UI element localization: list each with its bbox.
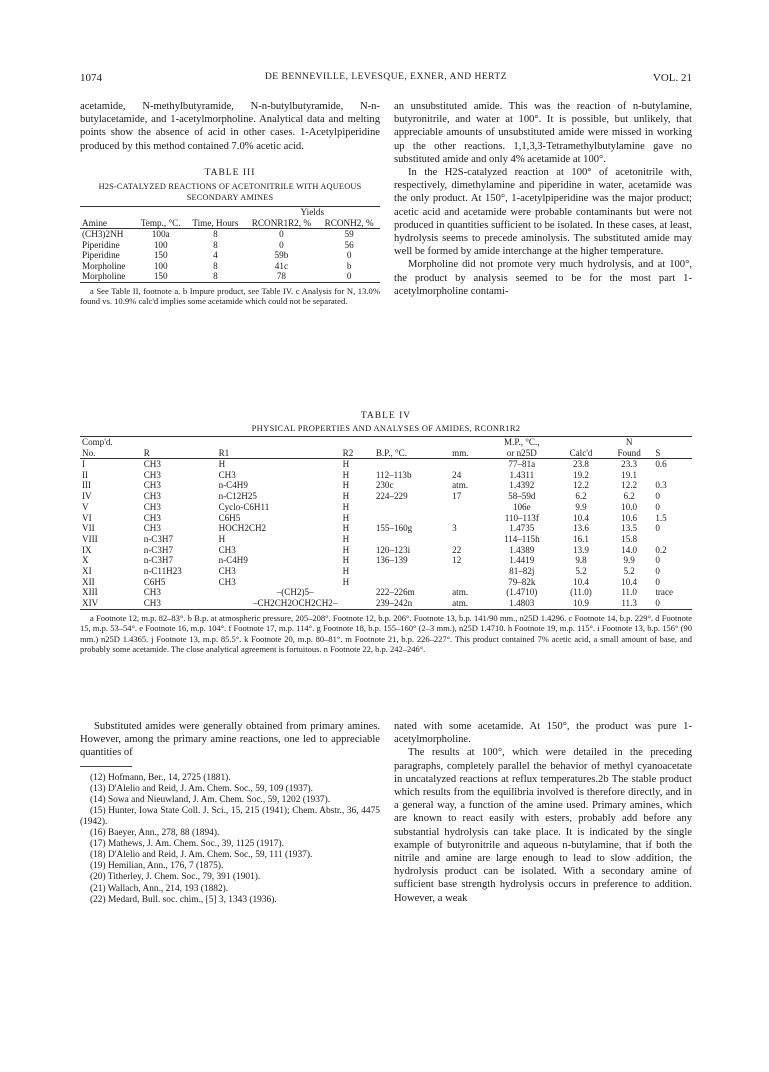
table4-footnote: a Footnote 12, m.p. 82–83°. b B.p. at atmospheric pressure, 205–208°. Footnote 12, b.p. 206°. Footnote 13, b.p. 141/90 mm., n25D 1.4296. c Footnote 14, b.p. 229°. d Footnote 15, m.p. 53–54°. e Footnote 16, m.p. 104°. f Footnote 17, m.p. 114°. g Footnote 18, b.p. 155–160° (2–3 mm.), n25D 1.4710. h Footnote 19, m.p. 115°. i Footnote 13, b.p. 156° (90 mm.) n25D 1.4365. j Footnote 13, m.p. 85.5°. k Footnote 20, m.p. 80–81°. m Footnote 21, b.p. 226–227°. This product contained 7% acetic acid, a small amount of base, and probably some acetamide. The close analytical agreement is fortuitous. n Footnote 22, b.p. 242–246°. xyxy=(80,612,692,655)
t3-cell: 100 xyxy=(153,260,168,271)
t4-cell: n-C3H7 xyxy=(143,555,174,566)
reference-item: (12) Hofmann, Ber., 14, 2725 (1881). xyxy=(90,772,231,783)
t4-cell: CH3 xyxy=(218,566,236,577)
t4-cell: CH3 xyxy=(218,576,236,587)
t4-span-cell: –CH2CH2OCH2CH2– xyxy=(252,598,338,609)
table3-row xyxy=(80,240,380,251)
reference-item: (16) Baeyer, Ann., 278, 88 (1894). xyxy=(90,828,220,839)
t4-cell: 23.3 xyxy=(621,459,638,469)
t4-cell: 10.6 xyxy=(621,512,638,523)
table3-title: TABLE III xyxy=(204,167,256,178)
t4-cell: 10.0 xyxy=(621,501,638,512)
t4-cell: I xyxy=(82,459,86,469)
t4-cell: 12.2 xyxy=(573,480,589,491)
t4-cell: 112–113b xyxy=(375,469,412,480)
t3-header-yields: Yields xyxy=(300,207,325,218)
t4-cell: 9.9 xyxy=(623,555,635,566)
t4-cell: 1.4803 xyxy=(509,598,535,609)
t4-header-bp: B.P., °C. xyxy=(375,447,407,458)
t3-cell: 0 xyxy=(279,239,284,250)
t4-cell: 120–123i xyxy=(375,544,411,555)
t3-cell: 100a xyxy=(151,229,170,240)
t4-cell: 16.1 xyxy=(573,533,589,544)
t4-cell: 0 xyxy=(655,523,660,534)
t4-cell: n-C4H9 xyxy=(218,480,248,491)
table4-row xyxy=(80,502,692,513)
t3-cell: 8 xyxy=(213,239,218,250)
t4-cell xyxy=(450,566,486,577)
t4-cell: 11.0 xyxy=(621,587,637,598)
reference-item: (14) Sowa and Nieuwland, J. Am. Chem. Soc., 59, 1202 (1937). xyxy=(90,794,331,805)
t4-cell: 3 xyxy=(452,523,457,534)
t3-header-amine: Amine xyxy=(82,217,108,228)
t4-cell: CH3 xyxy=(218,469,236,480)
t4-cell: 0 xyxy=(655,555,660,566)
right-paragraph-4: nated with some acetamide. At 150°, the product was pure 1-acetylmorpholine. xyxy=(394,721,692,746)
t4-cell: IX xyxy=(82,544,92,555)
t3-cell: 150 xyxy=(153,250,168,261)
t3-cell: 8 xyxy=(213,271,218,282)
t3-cell: Morpholine xyxy=(82,271,126,282)
table4-row xyxy=(80,459,692,470)
t4-cell: XI xyxy=(82,566,92,577)
t4-cell xyxy=(374,577,450,588)
t4-header-r2: R2 xyxy=(342,447,354,458)
t4-cell: H xyxy=(342,459,350,469)
t4-span-cell: –(CH2)5– xyxy=(276,587,314,598)
right-column-bottom xyxy=(394,720,692,905)
t4-cell: C6H5 xyxy=(143,576,166,587)
t4-cell: 79–82k xyxy=(508,576,536,587)
t4-header-comp: Comp'd. xyxy=(82,437,113,447)
t4-cell: CH3 xyxy=(143,587,161,598)
table4-row xyxy=(80,598,692,609)
t4-cell: H xyxy=(342,523,350,534)
t3-cell: (CH3)2NH xyxy=(82,229,124,240)
t4-cell: H xyxy=(342,469,350,480)
t4-cell: CH3 xyxy=(143,469,161,480)
t4-cell: VIII xyxy=(82,533,98,544)
t4-cell xyxy=(374,502,450,513)
t3-cell: 41c xyxy=(274,260,289,271)
t3-header-y2: RCONH2, % xyxy=(324,217,374,228)
t4-cell xyxy=(450,459,486,470)
t4-cell: 114–115h xyxy=(503,533,540,544)
t4-cell: 10.4 xyxy=(573,512,589,523)
table4-row xyxy=(80,587,692,598)
t4-cell: 0.3 xyxy=(655,480,667,491)
left-column-bottom xyxy=(80,720,380,906)
t4-cell: CH3 xyxy=(143,501,161,512)
t4-cell: 5.2 xyxy=(575,566,587,577)
t3-cell: 56 xyxy=(344,239,354,250)
table3-row xyxy=(80,271,380,282)
t4-cell: 155–160g xyxy=(375,523,413,534)
t4-cell: III xyxy=(82,480,92,491)
table3-row xyxy=(80,250,380,261)
t4-header-n: N xyxy=(625,437,633,447)
reference-item: (13) D'Alelio and Reid, J. Am. Chem. Soc., 59, 109 (1937). xyxy=(90,783,314,794)
t3-header-temp: Temp., °C. xyxy=(140,217,181,228)
t4-header-found: Found xyxy=(617,447,641,458)
table3-row xyxy=(80,261,380,272)
reference-item: (20) Titherley, J. Chem. Soc., 79, 391 (1901). xyxy=(90,872,261,883)
references-list xyxy=(80,773,380,906)
t4-cell: 13.9 xyxy=(573,544,589,555)
t3-cell: 150 xyxy=(153,271,168,282)
page-header xyxy=(80,72,692,88)
t4-cell xyxy=(450,534,486,545)
t4-cell: 1.5 xyxy=(655,512,667,523)
t4-cell: 110–113f xyxy=(504,512,539,523)
table3-footnote: a See Table II, footnote a. b Impure product, see Table IV. c Analysis for N, 13.0% found vs. 10.9% calc'd implies some acetamide which could not be separated. xyxy=(80,285,380,307)
t4-cell: HOCH2CH2 xyxy=(218,523,267,534)
t4-cell: 6.2 xyxy=(623,491,635,502)
t4-cell: CH3 xyxy=(143,512,161,523)
t4-cell: 230c xyxy=(375,480,394,491)
t4-cell xyxy=(450,513,486,524)
t4-cell: Cyclo-C6H11 xyxy=(218,501,270,512)
t4-cell: 239–242n xyxy=(375,598,413,609)
t4-cell: 15.8 xyxy=(621,533,638,544)
t4-cell: 1.4392 xyxy=(509,480,535,491)
t4-cell: n-C3H7 xyxy=(143,544,174,555)
t4-cell: 12.2 xyxy=(621,480,638,491)
t4-cell: atm. xyxy=(452,480,469,491)
t4-cell xyxy=(374,513,450,524)
t4-cell: 224–229 xyxy=(375,491,408,502)
table3 xyxy=(80,206,380,283)
t4-cell: H xyxy=(342,555,350,566)
volume-label: VOL. 21 xyxy=(652,72,692,84)
t4-cell: H xyxy=(218,459,226,469)
table3-caption: H2S-CATALYZED REACTIONS OF ACETONITRILE WITH AQUEOUS SECONDARY AMINES xyxy=(98,182,362,202)
t4-cell: IV xyxy=(82,491,92,502)
table4-row xyxy=(80,523,692,534)
t3-cell: 59 xyxy=(344,229,354,240)
t4-cell: 12 xyxy=(452,555,462,566)
t4-cell: 1.4419 xyxy=(509,555,535,566)
t4-cell: 136–139 xyxy=(375,555,408,566)
left-paragraph-2: Substituted amides were generally obtained from primary amines. However, among the primary amine reactions, one led to appreciable quantities of xyxy=(80,721,380,759)
t4-cell: CH3 xyxy=(143,491,161,502)
t4-cell: 9.9 xyxy=(575,501,587,512)
t3-cell: b xyxy=(346,260,352,271)
reference-item: (19) Hemilian, Ann., 176, 7 (1875). xyxy=(90,861,224,872)
reference-item: (18) D'Alelio and Reid, J. Am. Chem. Soc., 59, 111 (1937). xyxy=(90,850,313,861)
t4-cell: 0.6 xyxy=(655,459,667,469)
t4-cell: 1.4389 xyxy=(509,544,535,555)
t4-header-r: R xyxy=(143,447,150,458)
t4-cell: 1.4735 xyxy=(509,523,535,534)
left-column-top xyxy=(80,100,380,307)
t4-cell: 22 xyxy=(452,544,462,555)
t4-cell: 13.6 xyxy=(573,523,589,534)
t4-cell: 24 xyxy=(452,469,462,480)
right-paragraph-2: In the H2S-catalyzed reaction at 100° of acetonitrile with, respectively, dimethylamine and piperidine in water, acetamide was the only product. At 150°, 1-acetylpiperidine was the major product; acetic acid and acetamide were probable contaminants but were not produced in quantities sufficient to be isolated. In these cases, at least, hydrolysis seems to precede aminolysis. The substituted amide may well be formed by amide interchange at the higher temperature. xyxy=(394,167,692,258)
t4-cell: 10.4 xyxy=(573,576,589,587)
t4-cell: trace xyxy=(655,587,674,598)
t4-cell: H xyxy=(342,533,350,544)
t4-cell: H xyxy=(342,480,350,491)
table4-row xyxy=(80,555,692,566)
t3-cell: 78 xyxy=(276,271,286,282)
table4-caption: PHYSICAL PROPERTIES AND ANALYSES OF AMIDES, RCONR1R2 xyxy=(251,423,521,433)
table4-block xyxy=(80,411,692,654)
table4-row xyxy=(80,566,692,577)
t4-cell: 6.2 xyxy=(575,491,587,502)
t4-cell xyxy=(374,534,450,545)
t4-cell: H xyxy=(342,491,350,502)
left-paragraph-1: acetamide, N-methylbutyramide, N-n-butylbutyramide, N-n-butylacetamide, and 1-acetylmorpholine. Analytical data and melting points show the absence of acid in other cases. 1-Acetylpiperidine produced by this method contained 7.0% acetic acid. xyxy=(80,101,380,152)
t3-cell: Piperidine xyxy=(82,239,120,250)
t3-cell: 59b xyxy=(274,250,289,261)
reference-item: (21) Wallach, Ann., 214, 193 (1882). xyxy=(90,883,229,894)
t3-cell: 0 xyxy=(346,250,352,261)
t3-cell: Piperidine xyxy=(82,250,120,261)
t3-header-y1: RCONR1R2, % xyxy=(251,217,312,228)
table4-row xyxy=(80,470,692,481)
t4-cell: H xyxy=(342,566,350,577)
t4-cell xyxy=(374,459,450,470)
t4-cell: 106e xyxy=(512,501,531,512)
references-divider xyxy=(80,766,132,767)
t4-header-s: S xyxy=(655,447,661,458)
t4-cell: H xyxy=(342,501,350,512)
t4-cell: XIV xyxy=(82,598,99,609)
table4-row xyxy=(80,491,692,502)
t4-cell: 58–59d xyxy=(508,491,536,502)
t4-cell: (11.0) xyxy=(570,587,592,598)
t4-cell: CH3 xyxy=(218,544,236,555)
t4-cell: (1.4710) xyxy=(506,587,538,598)
t4-header-mm: mm. xyxy=(452,447,469,458)
t4-cell: 17 xyxy=(452,491,462,502)
t4-cell: VI xyxy=(82,512,92,523)
t4-cell: XII xyxy=(82,576,95,587)
page-number: 1074 xyxy=(80,72,102,84)
t3-cell: 8 xyxy=(213,229,218,240)
reference-item: (22) Medard, Bull. soc. chim., [5] 3, 1343 (1936). xyxy=(90,894,277,905)
t4-cell: H xyxy=(342,512,350,523)
t4-cell xyxy=(653,534,692,545)
right-paragraph-1: an unsubstituted amide. This was the reaction of n-butylamine, butyronitrile, and water at 100°. It is possible, but unlikely, that appreciable amounts of unsubstituted amide were missed in working up the other reactions. 1,1,3,3-Tetramethylbutylamine gave no substituted amide and only 4% acetamide at 100°. xyxy=(394,101,692,165)
t4-cell: 14.0 xyxy=(621,544,638,555)
t4-cell: CH3 xyxy=(143,523,161,534)
table4-row xyxy=(80,534,692,545)
t4-cell: n-C4H9 xyxy=(218,555,248,566)
t4-header-nd: or n25D xyxy=(506,447,537,458)
t4-cell: 23.8 xyxy=(573,459,589,469)
table4-row xyxy=(80,480,692,491)
t3-header-time: Time, Hours xyxy=(192,217,239,228)
t4-cell: 0 xyxy=(655,598,660,609)
table3-row xyxy=(80,229,380,240)
t4-cell: 10.9 xyxy=(573,598,589,609)
running-head: DE BENNEVILLE, LEVESQUE, EXNER, AND HERTZ xyxy=(264,72,508,82)
t4-cell: H xyxy=(342,544,350,555)
t4-cell: CH3 xyxy=(143,480,161,491)
t4-cell: 0.2 xyxy=(655,544,667,555)
t4-cell: 77–81a xyxy=(508,459,536,469)
t4-cell: n-C3H7 xyxy=(143,533,174,544)
t4-header-r1: R1 xyxy=(218,447,230,458)
t4-cell: 19.1 xyxy=(621,469,638,480)
t4-cell: H xyxy=(218,533,226,544)
t4-cell: CH3 xyxy=(143,459,161,469)
right-paragraph-5: The results at 100°, which were detailed in the preceding paragraphs, completely parallel the behavior of methyl cyanoacetate in uncatalyzed reactions at reflux temperatures.2b The stable product which results from the equilibria involved is therefore directly, and in a general way, a function of the amine used. Primary amines, which are known to react easily with esters, probably add before any substantial hydrolysis can take place. It is indicated by the single example of butyronitrile and aqueous n-butylamine, that if both the nitrile and amine are large enough to lead to slow addition, the hydrolysis product can be isolated. With a secondary amine of sufficient base strength hydrolysis occurs in preference to addition. However, a weak xyxy=(394,747,692,904)
t3-cell: Morpholine xyxy=(82,260,126,271)
t4-cell: 1.4311 xyxy=(509,469,535,480)
right-paragraph-3: Morpholine did not promote very much hydrolysis, and at 100°, the product by analysis seemed to be for the most part 1-acetylmorpholine contami- xyxy=(394,259,692,297)
t4-cell: VII xyxy=(82,523,95,534)
table4 xyxy=(80,436,692,610)
t4-cell: atm. xyxy=(452,587,469,598)
t4-header-no: No. xyxy=(82,447,96,458)
t4-cell: X xyxy=(82,555,89,566)
t4-cell: II xyxy=(82,469,89,480)
t4-cell: 9.8 xyxy=(575,555,587,566)
table4-title: TABLE IV xyxy=(360,411,412,421)
t4-cell: V xyxy=(82,501,89,512)
t4-cell: 81–82j xyxy=(509,566,535,577)
t4-cell: 0 xyxy=(655,501,660,512)
t3-cell: 100 xyxy=(153,239,168,250)
t4-cell: 0 xyxy=(655,566,660,577)
t4-cell: 10.4 xyxy=(621,576,638,587)
table4-row xyxy=(80,577,692,588)
t4-cell: 5.2 xyxy=(623,566,635,577)
t4-cell: CH3 xyxy=(143,598,161,609)
t4-cell: 0 xyxy=(655,576,660,587)
t3-cell: 8 xyxy=(213,260,218,271)
t3-cell: 0 xyxy=(279,229,284,240)
t3-cell: 4 xyxy=(213,250,218,261)
t3-cell: 0 xyxy=(346,271,352,282)
t4-cell: n-C11H23 xyxy=(143,566,182,577)
t4-cell: atm. xyxy=(452,598,469,609)
t4-cell: 0 xyxy=(655,491,660,502)
t4-header-mp: M.P., °C., xyxy=(504,437,540,447)
t4-cell: H xyxy=(342,576,350,587)
table4-row xyxy=(80,545,692,556)
t4-cell xyxy=(450,502,486,513)
t4-cell xyxy=(653,470,692,481)
t4-cell: C6H5 xyxy=(218,512,241,523)
t4-cell: 19.2 xyxy=(573,469,589,480)
table4-row xyxy=(80,513,692,524)
t4-cell: 13.5 xyxy=(621,523,638,534)
t4-cell: 222–226m xyxy=(375,587,415,598)
t4-header-calcd: Calc'd xyxy=(569,447,593,458)
t4-cell: XIII xyxy=(82,587,98,598)
t4-cell: 11.3 xyxy=(621,598,637,609)
t4-cell xyxy=(450,577,486,588)
right-column-top xyxy=(394,100,692,298)
t4-cell xyxy=(374,566,450,577)
reference-item: (17) Mathews, J. Am. Chem. Soc., 39, 1125 (1917). xyxy=(90,839,284,850)
t4-cell: n-C12H25 xyxy=(218,491,257,502)
reference-item: (15) Hunter, Iowa State Coll. J. Sci., 15, 215 (1941); Chem. Abstr., 36, 4475 (1942). xyxy=(80,805,380,827)
